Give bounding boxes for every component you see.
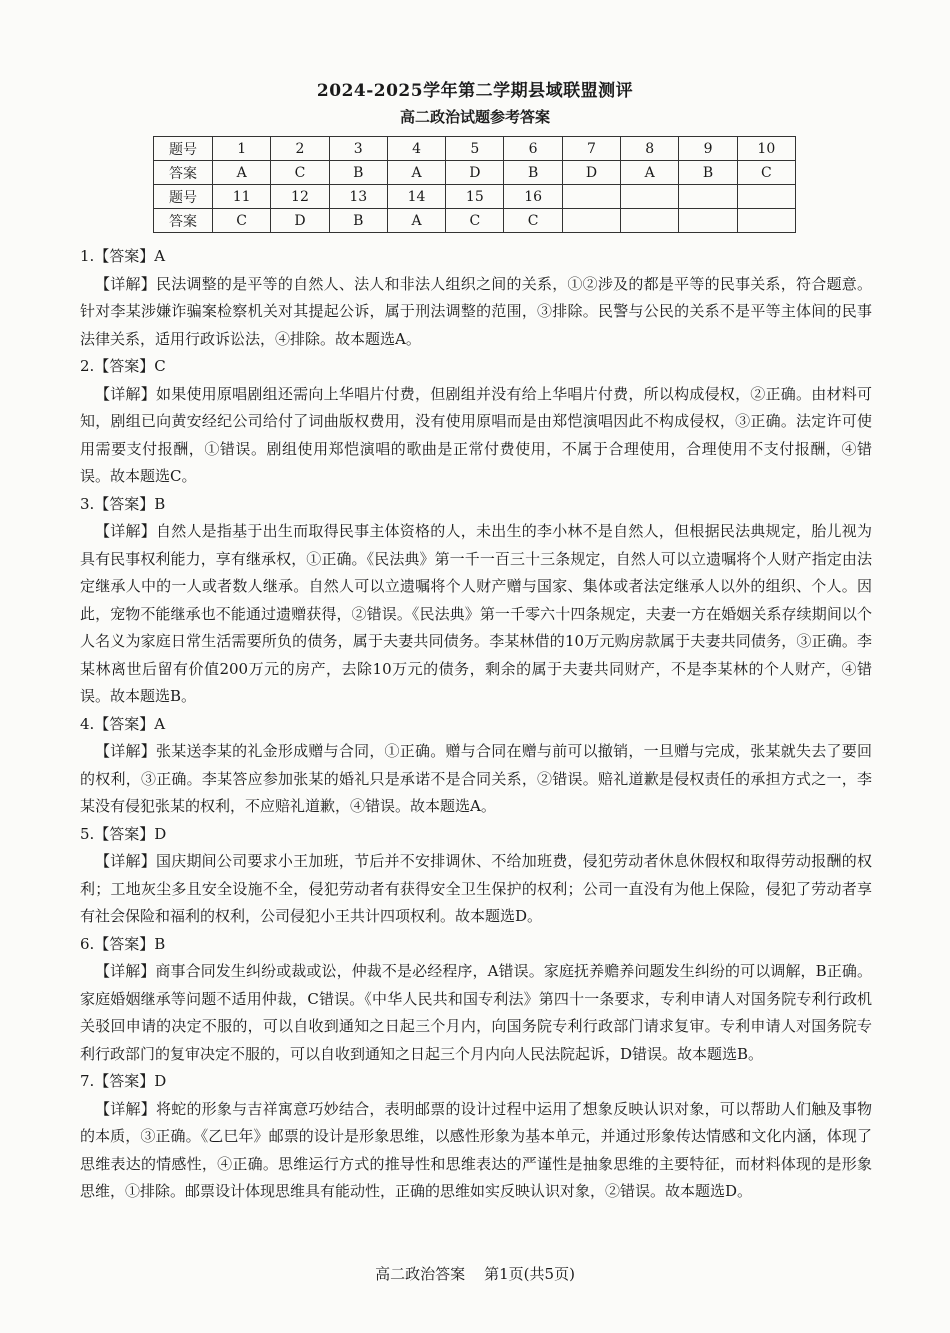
question-answer-heading: 5.【答案】D (80, 824, 167, 843)
question-explanation: 【详解】自然人是指基于出生而取得民事主体资格的人，未出生的李小林不是自然人，但根据民法典规定，胎儿视为具有民事权利能力，享有继承权，①正确。《民法典》第一千一百三十三条规定，自然人可以立遗嘱将个人财产指定由法定继承人中的一人或者数人继承。自然人可以立遗嘱将个人财产赠与国家、集体或者法定继承人以外的组织、个人。因此，宠物不能继承也不能通过遗赠获得，②错误。《民法典》第一千零六十四条规定，夫妻一方在婚姻关系存续期间以个人名义为家庭日常生活需要所负的债务，属于夫妻共同债务。李某林借的10万元购房款属于夫妻共同债务，③正确。李某林离世后留有价值200万元的房产，去除10万元的债务，剩余的属于夫妻共同财产，不是李某林的个人财产，④错误。故本题选B。 (80, 522, 872, 705)
table-cell: 15 (446, 185, 504, 209)
table-cell: 9 (679, 137, 737, 161)
table-cell (621, 209, 679, 233)
table-cell: A (621, 161, 679, 185)
question-answer-heading: 2.【答案】C (80, 357, 166, 375)
table-cell: C (446, 209, 504, 233)
question-explanation: 【详解】如果使用原唱剧组还需向上华唱片付费，但剧组并没有给上华唱片付费，所以构成侵权，②正确。由材料可知，剧组已向黄安经纪公司给付了词曲版权费用，没有使用原唱而是由郑恺演唱因此不构成侵权，③正确。法定许可使用需要支付报酬，①错误。剧组使用郑恺演唱的歌曲是正常付费使用，不属于合理使用，合理使用不支付报酬，④错误。故本题选C。 (80, 384, 872, 485)
question-explanation: 【详解】将蛇的形象与吉祥寓意巧妙结合，表明邮票的设计过程中运用了想象反映认识对象，可以帮助人们触及事物的本质，③正确。《乙巳年》邮票的设计是形象思维，以感性形象为基本单元，并通过形象传达情感和文化内涵，体现了思维表达的情感性，④正确。思维运行方式的推导性和思维表达的严谨性是抽象思维的主要特征，而材料体现的是形象思维，①排除。邮票设计体现思维具有能动性，正确的思维如实反映认识对象，②错误。故本题选D。 (80, 1099, 872, 1200)
table-cell: A (387, 161, 445, 185)
answer-table (153, 136, 796, 233)
question-explanation: 【详解】商事合同发生纠纷或裁或讼，仲裁不是必经程序，A错误。家庭抚养赡养问题发生纠纷的可以调解，B正确。家庭婚姻继承等问题不适用仲裁，C错误。《中华人民共和国专利法》第四十一条要求，专利申请人对国务院专利行政机关驳回申请的决定不服的，可以自收到通知之日起三个月内，向国务院专利行政部门请求复审。专利申请人对国务院专利行政部门的复审决定不服的，可以自收到通知之日起三个月内向人民法院起诉，D错误。故本题选B。 (80, 962, 872, 1063)
answer-table-row (154, 137, 796, 161)
table-cell (562, 209, 620, 233)
table-cell: D (562, 161, 620, 185)
question-answer-heading: 4.【答案】A (80, 714, 166, 733)
answer-table-row (154, 185, 796, 209)
table-cell: B (329, 209, 387, 233)
table-cell (679, 185, 737, 209)
page-footer: 高二政治答案 第1页(共5页) (375, 1265, 575, 1283)
question-answer-heading: 1.【答案】A (80, 247, 166, 265)
table-cell: 11 (213, 185, 271, 209)
table-cell: A (213, 161, 271, 185)
table-cell (562, 185, 620, 209)
table-cell: C (271, 161, 329, 185)
row-label: 题号 (154, 185, 213, 209)
table-cell: C (504, 209, 562, 233)
row-label: 答案 (154, 161, 213, 185)
question-answer-heading: 6.【答案】B (80, 934, 166, 953)
table-cell (621, 185, 679, 209)
table-cell: C (737, 161, 795, 185)
table-cell: 8 (621, 137, 679, 161)
table-cell (737, 185, 795, 209)
table-cell: 1 (213, 137, 271, 161)
table-cell: B (329, 161, 387, 185)
table-cell: C (213, 209, 271, 233)
table-cell: 14 (387, 185, 445, 209)
table-cell: A (387, 209, 445, 233)
question-explanation: 【详解】张某送李某的礼金形成赠与合同，①正确。赠与合同在赠与前可以撤销，一旦赠与完成，张某就失去了要回的权利，③正确。李某答应参加张某的婚礼只是承诺不是合同关系，②错误。赔礼道歉是侵权责任的承担方式之一，李某没有侵犯张某的权利，不应赔礼道歉，④错误。故本题选A。 (80, 742, 872, 815)
table-cell: 4 (387, 137, 445, 161)
table-cell: 12 (271, 185, 329, 209)
row-label: 答案 (154, 209, 213, 233)
table-cell: 5 (446, 137, 504, 161)
question-explanation: 【详解】民法调整的是平等的自然人、法人和非法人组织之间的关系，①②涉及的都是平等的民事关系，符合题意。针对李某涉嫌诈骗案检察机关对其提起公诉，属于刑法调整的范围，③排除。民警与公民的关系不是平等主体间的民事法律关系，适用行政诉讼法，④排除。故本题选A。 (80, 274, 872, 348)
table-cell: D (446, 161, 504, 185)
table-cell (679, 209, 737, 233)
table-cell: B (504, 161, 562, 185)
answer-table-row (154, 209, 796, 233)
table-cell: 16 (504, 185, 562, 209)
question-answer-heading: 7.【答案】D (80, 1072, 167, 1090)
table-cell: 13 (329, 185, 387, 209)
table-cell: B (679, 161, 737, 185)
table-cell: 10 (737, 137, 795, 161)
question-answer-heading: 3.【答案】B (80, 494, 166, 513)
table-cell: 7 (562, 137, 620, 161)
table-cell: 3 (329, 137, 387, 161)
table-cell: D (271, 209, 329, 233)
document-subtitle: 高二政治试题参考答案 (399, 108, 550, 126)
answer-explanations (80, 243, 872, 1206)
row-label: 题号 (154, 137, 213, 161)
table-cell: 6 (504, 137, 562, 161)
table-cell: 2 (271, 137, 329, 161)
question-explanation: 【详解】国庆期间公司要求小王加班，节后并不安排调休、不给加班费，侵犯劳动者休息休假权和取得劳动报酬的权利；工地灰尘多且安全设施不全，侵犯劳动者有获得安全卫生保护的权利；公司一直没有为他上保险，侵犯了劳动者享有社会保险和福利的权利，公司侵犯小王共计四项权利。故本题选D。 (80, 852, 872, 925)
answer-table-row (154, 161, 796, 185)
table-cell (737, 209, 795, 233)
document-title: 2024-2025学年第二学期县域联盟测评 (316, 81, 634, 101)
